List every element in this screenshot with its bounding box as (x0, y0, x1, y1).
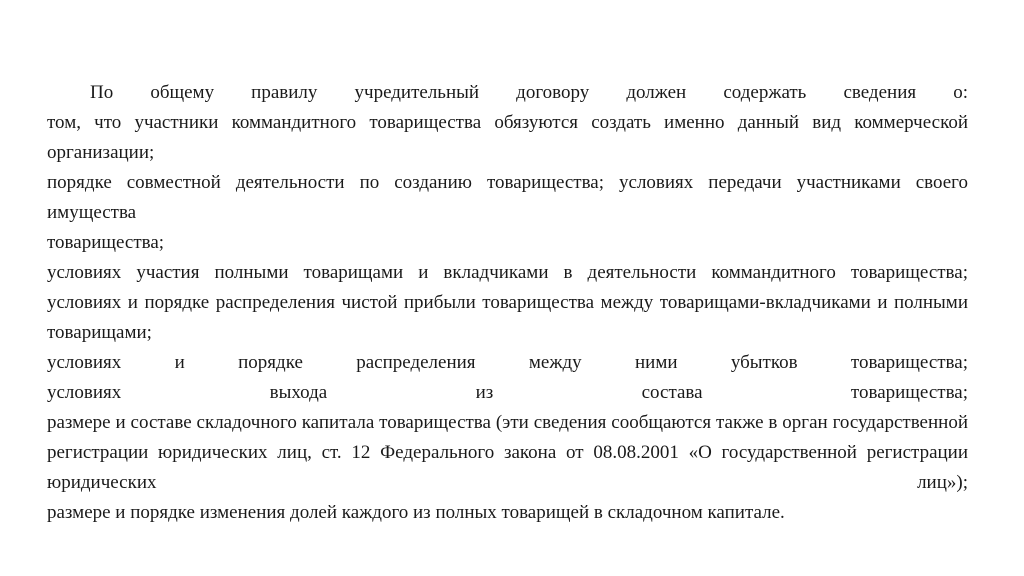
text-line: товарищами; (47, 322, 152, 343)
text-line: товарищества; (47, 232, 165, 253)
text-line: По общему правилу учредительный договору должен содержать сведения о: (90, 82, 968, 103)
text-line: условиях и порядке распределения между ними убытков товарищества; (47, 352, 968, 373)
text-line: размере и порядке изменения долей каждого из полных товарищей в складочном капитале. (47, 502, 785, 523)
text-line: регистрации юридических лиц, ст. 12 Федерального закона от 08.08.2001 «О государственной регистрации (47, 442, 968, 463)
text-line: условиях выхода из состава товарищества; (47, 382, 968, 403)
text-line: размере и составе складочного капитала товарищества (эти сведения сообщаются также в орган государственной (47, 412, 968, 433)
text-line: юридических лиц»); (47, 472, 968, 493)
text-line: условиях участия полными товарищами и вкладчиками в деятельности коммандитного товарищества; (47, 262, 968, 283)
text-block (47, 78, 968, 528)
text-line: порядке совместной деятельности по созданию товарищества; условиях передачи участниками своего имущества (47, 172, 968, 223)
text-line: том, что участники коммандитного товарищества обязуются создать именно данный вид коммерческой организации; (47, 112, 968, 163)
text-line: условиях и порядке распределения чистой прибыли товарищества между товарищами-вкладчиками и полными (47, 292, 968, 313)
